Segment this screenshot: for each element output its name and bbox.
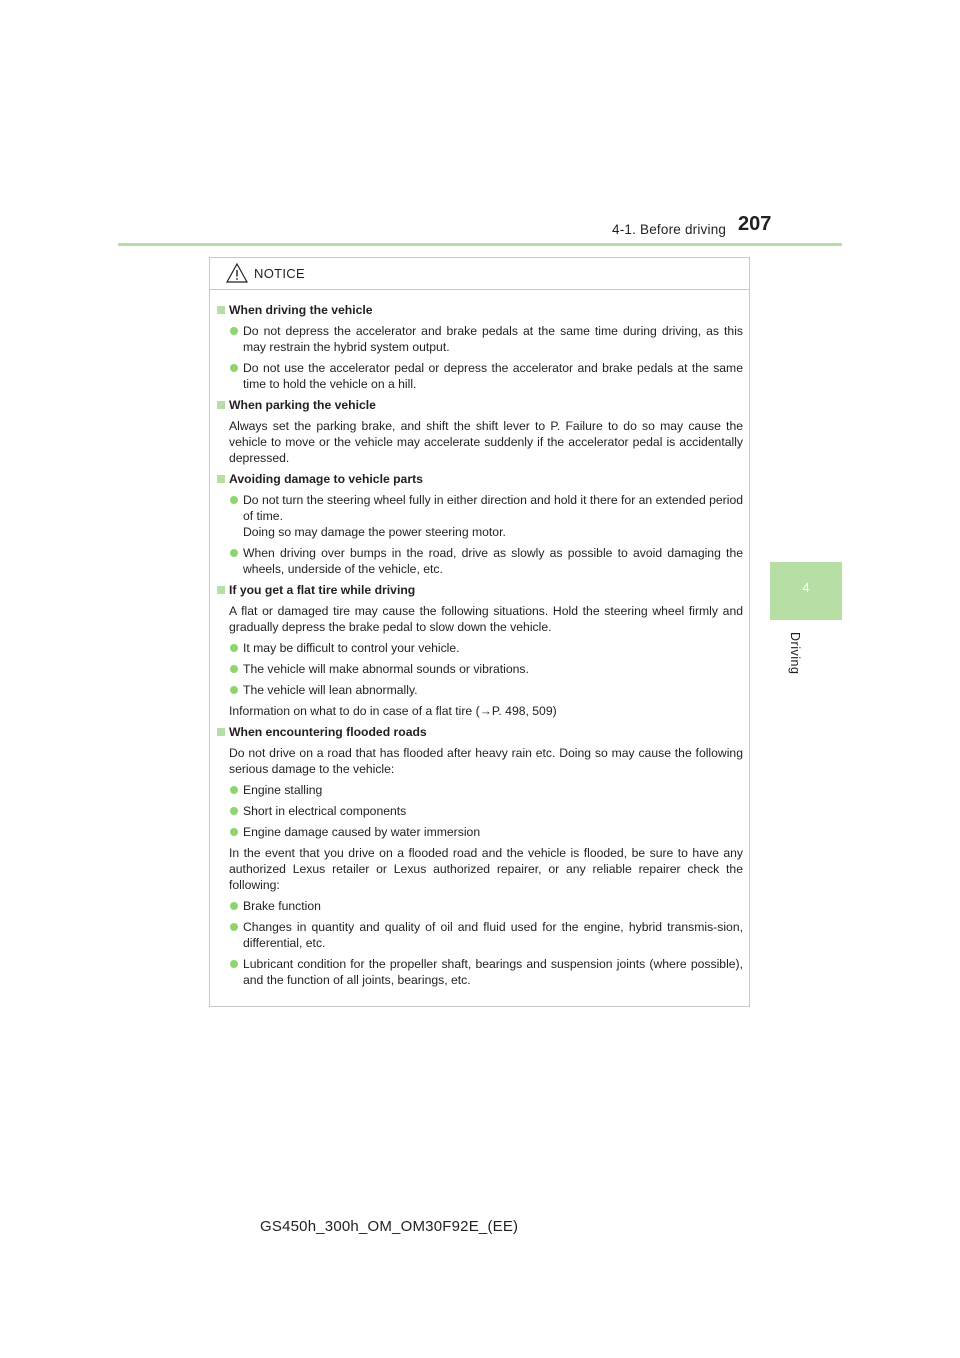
item-text: It may be difficult to control your vehicle. <box>243 641 460 655</box>
item-text: The vehicle will lean abnormally. <box>243 683 418 697</box>
item-text: A flat or damaged tire may cause the following situations. Hold the steering wheel firmly and gradually depress the brake pedal to slow down the vehicle. <box>229 604 743 634</box>
round-bullet-icon <box>230 644 238 652</box>
notice-section <box>217 397 743 466</box>
bullet-item <box>217 682 743 698</box>
round-bullet-icon <box>230 786 238 794</box>
page-number: 207 <box>738 213 772 235</box>
notice-box <box>209 257 750 1007</box>
item-text: Lubricant condition for the propeller shaft, bearings and suspension joints (where possible), and the function of all joints, bearings, etc. <box>243 957 743 987</box>
round-bullet-icon <box>230 665 238 673</box>
chapter-label: Driving <box>788 632 802 675</box>
round-bullet-icon <box>230 686 238 694</box>
bullet-item <box>217 360 743 392</box>
section-heading-text: When parking the vehicle <box>229 398 376 412</box>
bullet-item <box>217 661 743 677</box>
square-bullet-icon <box>217 475 225 483</box>
section-title: 4-1. Before driving <box>612 222 727 237</box>
item-text: Information on what to do in case of a flat tire (→P. 498, 509) <box>229 704 557 718</box>
paragraph <box>217 845 743 893</box>
section-heading-text: When driving the vehicle <box>229 303 373 317</box>
round-bullet-icon <box>230 902 238 910</box>
section-heading <box>217 724 743 740</box>
round-bullet-icon <box>230 923 238 931</box>
item-text: Changes in quantity and quality of oil and fluid used for the engine, hybrid transmis-sion, differential, etc. <box>243 920 743 950</box>
notice-title: NOTICE <box>254 266 305 281</box>
bullet-item <box>217 824 743 840</box>
square-bullet-icon <box>217 306 225 314</box>
round-bullet-icon <box>230 549 238 557</box>
round-bullet-icon <box>230 807 238 815</box>
paragraph <box>217 603 743 635</box>
notice-section <box>217 724 743 988</box>
bullet-item <box>217 803 743 819</box>
item-text: Do not depress the accelerator and brake pedals at the same time during driving, as this may restrain the hybrid system output. <box>243 324 743 354</box>
square-bullet-icon <box>217 728 225 736</box>
bullet-item <box>217 919 743 951</box>
item-text: In the event that you drive on a flooded road and the vehicle is flooded, be sure to have any authorized Lexus retailer or Lexus authorized repairer, or any reliable repairer check the following: <box>229 846 743 892</box>
square-bullet-icon <box>217 401 225 409</box>
section-heading-text: When encountering flooded roads <box>229 725 427 739</box>
bullet-item <box>217 492 743 540</box>
paragraph <box>217 418 743 466</box>
bullet-item <box>217 898 743 914</box>
item-text: Do not turn the steering wheel fully in either direction and hold it there for an extended period of time. <box>243 493 743 523</box>
section-heading-text: If you get a flat tire while driving <box>229 583 416 597</box>
section-heading-text: Avoiding damage to vehicle parts <box>229 472 423 486</box>
bullet-item <box>217 323 743 355</box>
notice-body <box>210 290 749 988</box>
section-heading <box>217 302 743 318</box>
section-heading <box>217 582 743 598</box>
notice-header <box>210 258 749 290</box>
chapter-tab: 4 <box>770 562 842 620</box>
round-bullet-icon <box>230 496 238 504</box>
round-bullet-icon <box>230 828 238 836</box>
notice-section <box>217 302 743 392</box>
item-text-continued: Doing so may damage the power steering motor. <box>243 525 506 539</box>
item-text: Do not drive on a road that has flooded after heavy rain etc. Doing so may cause the following serious damage to the vehicle: <box>229 746 743 776</box>
notice-section <box>217 471 743 577</box>
bullet-item <box>217 545 743 577</box>
document-code: GS450h_300h_OM_OM30F92E_(EE) <box>260 1218 519 1235</box>
item-text: Do not use the accelerator pedal or depress the accelerator and brake pedals at the same time to hold the vehicle on a hill. <box>243 361 743 391</box>
item-text: Brake function <box>243 899 321 913</box>
section-heading <box>217 471 743 487</box>
header-rule <box>118 243 842 246</box>
item-text: The vehicle will make abnormal sounds or vibrations. <box>243 662 529 676</box>
item-text: Engine damage caused by water immersion <box>243 825 481 839</box>
notice-section <box>217 582 743 719</box>
round-bullet-icon <box>230 327 238 335</box>
item-text: Short in electrical components <box>243 804 407 818</box>
square-bullet-icon <box>217 586 225 594</box>
item-text: Engine stalling <box>243 783 323 797</box>
section-heading <box>217 397 743 413</box>
bullet-item <box>217 640 743 656</box>
paragraph <box>217 703 743 719</box>
bullet-item <box>217 956 743 988</box>
round-bullet-icon <box>230 364 238 372</box>
warning-triangle-icon <box>226 263 248 283</box>
paragraph <box>217 745 743 777</box>
round-bullet-icon <box>230 960 238 968</box>
item-text: Always set the parking brake, and shift the shift lever to P. Failure to do so may cause the vehicle to move or the vehicle may accelerate suddenly if the accelerator pedal is accidentally depressed. <box>229 419 743 465</box>
bullet-item <box>217 782 743 798</box>
item-text: When driving over bumps in the road, drive as slowly as possible to avoid damaging the wheels, underside of the vehicle, etc. <box>243 546 743 576</box>
